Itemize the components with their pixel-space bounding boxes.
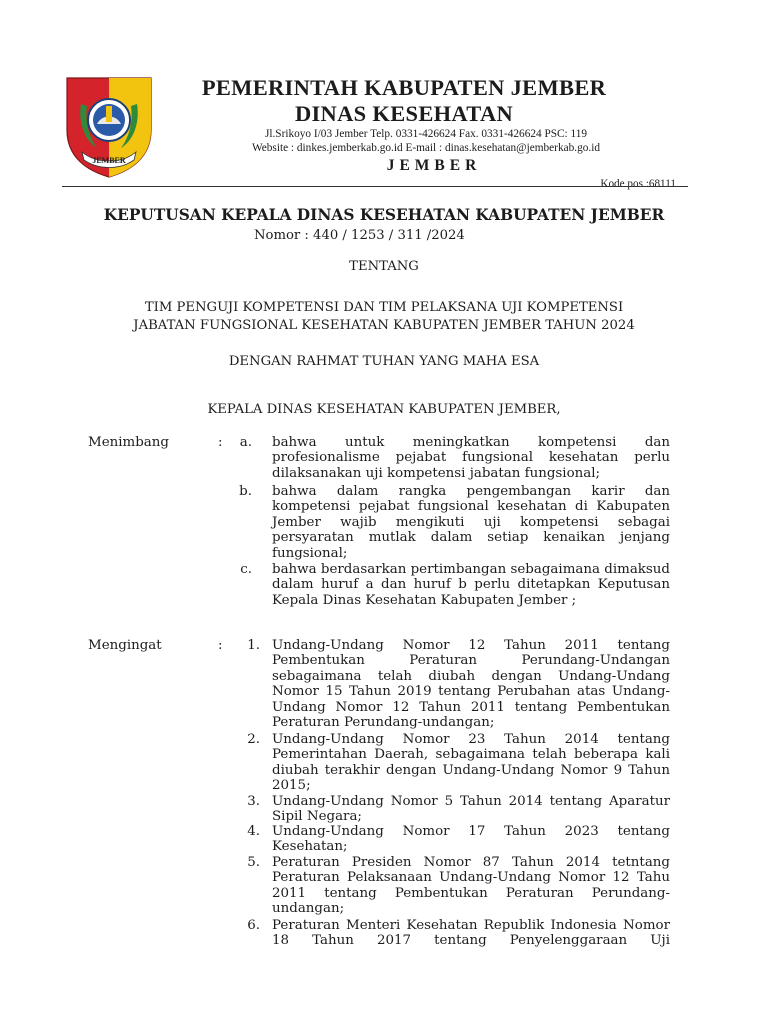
letterhead-city: JEMBER (386, 157, 482, 174)
emblem-ribbon-label: JEMBER (92, 156, 126, 165)
mengingat-marker: 6. (247, 918, 260, 933)
mengingat-marker: 3. (247, 794, 260, 809)
mengingat-marker: 4. (247, 824, 260, 839)
decree-subject-line-2: JABATAN FUNGSIONAL KESEHATAN KABUPATEN JEMBER TAHUN 2024 (133, 318, 635, 333)
decree-blessing: DENGAN RAHMAT TUHAN YANG MAHA ESA (228, 354, 540, 369)
mengingat-marker: 5. (247, 855, 260, 870)
letterhead-office-name: DINAS KESEHATAN (294, 101, 514, 126)
menimbang-item: bahwa dalam rangka pengembangan karir dan kompetensi pejabat fungsional kesehatan di Kabupaten Jember wajib mengikuti uji kompetensi sebagai persyaratan mutlak dalam setiap kenaikan jenjang fungsional; (272, 484, 670, 561)
menimbang-marker: a. (239, 435, 252, 450)
mengingat-colon: : (218, 638, 223, 653)
mengingat-item: Peraturan Menteri Kesehatan Republik Indonesia Nomor 18 Tahun 2017 tentang Penyelenggaraan Uji (272, 918, 670, 949)
decree-issuer: KEPALA DINAS KESEHATAN KABUPATEN JEMBER, (207, 402, 561, 417)
mengingat-item: Peraturan Presiden Nomor 87 Tahun 2014 tetntang Peraturan Pelaksanaan Undang-Undang Nomor 12 Tahu 2011 tentang Pembentukan Peraturan Perundang-undangan; (272, 855, 670, 917)
mengingat-marker: 2. (247, 732, 260, 747)
letterhead-government-name: PEMERINTAH KABUPATEN JEMBER (201, 75, 607, 100)
menimbang-label: Menimbang (88, 435, 169, 450)
mengingat-item: Undang-Undang Nomor 5 Tahun 2014 tentang Aparatur Sipil Negara; (272, 794, 670, 825)
menimbang-marker: c. (240, 562, 252, 577)
letterhead-contact: Website : dinkes.jemberkab.go.id E-mail : dinas.kesehatan@jemberkab.go.id (252, 142, 600, 154)
decree-subject-line-1: TIM PENGUJI KOMPETENSI DAN TIM PELAKSANA UJI KOMPETENSI (144, 300, 624, 315)
mengingat-item: Undang-Undang Nomor 17 Tahun 2023 tentang Kesehatan; (272, 824, 670, 855)
decree-number: Nomor : 440 / 1253 / 311 /2024 (254, 228, 465, 243)
decree-about-heading: TENTANG (349, 259, 419, 274)
letterhead-address: Jl.Srikoyo I/03 Jember Telp. 0331-426624 Fax. 0331-426624 PSC: 119 (264, 128, 588, 140)
decree-title: KEPUTUSAN KEPALA DINAS KESEHATAN KABUPATEN JEMBER (103, 206, 665, 224)
menimbang-item: bahwa untuk meningkatkan kompetensi dan profesionalisme pejabat fungsional kesehatan perlu dilaksanakan uji kompetensi jabatan fungsional; (272, 435, 670, 481)
mengingat-marker: 1. (247, 638, 260, 653)
mengingat-item: Undang-Undang Nomor 23 Tahun 2014 tentang Pemerintahan Daerah, sebagaimana telah beberapa kali diubah terakhir dengan Undang-Undang Nomor 9 Tahun 2015; (272, 732, 670, 794)
mengingat-item: Undang-Undang Nomor 12 Tahun 2011 tentang Pembentukan Peraturan Perundang-Undangan sebagaimana telah diubah dengan Undang-Undang Nomor 15 Tahun 2019 tentang Perubahan atas Undang-Undang Nomor 12 Tahun 2011 tentang Pembentukan Peraturan Perundang-undangan; (272, 638, 670, 731)
mengingat-label: Mengingat (88, 638, 162, 653)
menimbang-marker: b. (239, 484, 252, 499)
menimbang-colon: : (218, 435, 223, 450)
menimbang-item: bahwa berdasarkan pertimbangan sebagaimana dimaksud dalam huruf a dan huruf b perlu ditetapkan Keputusan Kepala Dinas Kesehatan Kabupaten Jember ; (272, 562, 670, 608)
postal-code: Kode pos :68111 (600, 178, 676, 190)
letterhead-divider (62, 186, 688, 187)
